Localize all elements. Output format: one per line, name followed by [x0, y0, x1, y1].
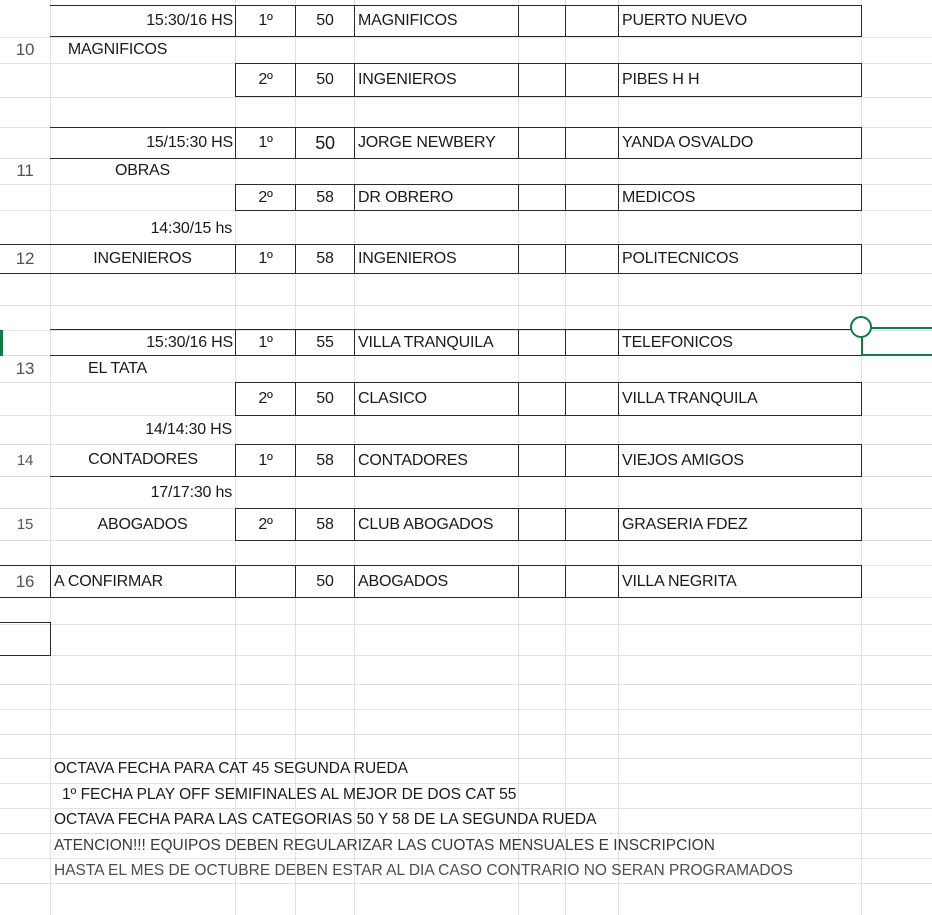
time-cell[interactable]: 15:30/16 HS	[50, 329, 236, 356]
empty-cell[interactable]	[518, 63, 566, 97]
match-row	[0, 444, 932, 477]
team2-cell[interactable]: VILLA NEGRITA	[618, 565, 862, 598]
row-number: 10	[15, 40, 35, 59]
empty-cell[interactable]	[565, 329, 619, 356]
category-cell[interactable]: 58	[295, 244, 355, 274]
note-text[interactable]: OCTAVA FECHA PARA LAS CATEGORIAS 50 Y 58 DE LA SEGUNDA RUEDA	[54, 811, 597, 828]
team2-cell[interactable]: YANDA OSVALDO	[618, 127, 862, 159]
empty-cell[interactable]	[565, 508, 619, 541]
gridline	[0, 833, 932, 834]
venue-cell[interactable]: A CONFIRMAR	[50, 565, 236, 598]
team1-cell[interactable]: CLASICO	[354, 382, 519, 416]
empty-cell[interactable]	[565, 127, 619, 159]
gridline	[0, 655, 932, 656]
gridline	[0, 808, 932, 809]
category-cell[interactable]: 55	[295, 329, 355, 356]
match-row	[0, 565, 932, 598]
gridline	[0, 709, 932, 710]
team2-cell[interactable]: GRASERIA FDEZ	[618, 508, 862, 541]
match-row	[0, 5, 932, 37]
empty-cell[interactable]	[518, 184, 566, 211]
time-cell[interactable]: 17/17:30 hs	[150, 484, 232, 501]
gridline	[0, 97, 932, 98]
round-cell[interactable]: 2º	[235, 382, 296, 416]
team1-cell[interactable]: CONTADORES	[354, 444, 519, 477]
empty-cell[interactable]	[0, 622, 51, 656]
empty-cell[interactable]	[518, 508, 566, 541]
match-row	[0, 508, 932, 541]
time-cell[interactable]: 14:30/15 hs	[150, 220, 232, 237]
empty-cell[interactable]	[565, 444, 619, 477]
gridline	[0, 883, 932, 884]
team2-cell[interactable]: VIEJOS AMIGOS	[618, 444, 862, 477]
row-number: 16	[0, 565, 51, 598]
gridline	[0, 684, 932, 685]
row-selection-marker	[0, 330, 3, 356]
row-number: 12	[0, 244, 50, 274]
venue-cell[interactable]: OBRAS	[114, 162, 171, 179]
empty-cell[interactable]	[565, 63, 619, 97]
gridline	[0, 758, 932, 759]
match-row	[0, 382, 932, 416]
row-number: 14	[16, 452, 34, 469]
note-text[interactable]: 1º FECHA PLAY OFF SEMIFINALES AL MEJOR DE DOS CAT 55	[62, 786, 517, 803]
venue-cell[interactable]: INGENIEROS	[50, 244, 236, 274]
team1-cell[interactable]: MAGNIFICOS	[354, 5, 519, 37]
note-text[interactable]: ATENCION!!! EQUIPOS DEBEN REGULARIZAR LAS CUOTAS MENSUALES E INSCRIPCION	[54, 837, 715, 854]
empty-cell[interactable]	[518, 5, 566, 37]
empty-cell[interactable]	[565, 244, 619, 274]
gridline	[0, 734, 932, 735]
team1-cell[interactable]: INGENIEROS	[354, 244, 519, 274]
match-row	[0, 63, 932, 97]
round-cell[interactable]: 1º	[235, 127, 296, 159]
empty-cell[interactable]	[518, 127, 566, 159]
time-cell[interactable]: 15:30/16 HS	[50, 5, 236, 37]
round-cell[interactable]: 1º	[235, 5, 296, 37]
venue-cell[interactable]: CONTADORES	[50, 444, 236, 477]
time-cell[interactable]: 15/15:30 HS	[50, 127, 236, 159]
team2-cell[interactable]: MEDICOS	[618, 184, 862, 211]
venue-cell[interactable]: ABOGADOS	[97, 515, 188, 533]
row-number: 13	[15, 358, 35, 378]
team2-cell[interactable]: PIBES H H	[618, 63, 862, 97]
match-row	[0, 244, 932, 274]
match-row	[0, 329, 932, 356]
round-cell[interactable]: 2º	[235, 508, 296, 541]
team2-cell[interactable]: PUERTO NUEVO	[618, 5, 862, 37]
empty-cell[interactable]	[518, 565, 566, 598]
round-cell[interactable]: 1º	[235, 244, 296, 274]
category-cell[interactable]: 58	[295, 508, 355, 541]
venue-row	[0, 37, 932, 63]
category-cell[interactable]: 58	[295, 444, 355, 477]
round-cell[interactable]: 2º	[235, 63, 296, 97]
team2-cell[interactable]: POLITECNICOS	[618, 244, 862, 274]
empty-cell[interactable]	[565, 565, 619, 598]
category-cell[interactable]: 58	[295, 184, 355, 211]
time-cell[interactable]: 14/14:30 HS	[145, 420, 232, 438]
gridline	[0, 783, 932, 784]
note-text[interactable]: OCTAVA FECHA PARA CAT 45 SEGUNDA RUEDA	[54, 760, 409, 777]
category-cell[interactable]: 50	[295, 565, 355, 598]
team2-cell[interactable]: VILLA TRANQUILA	[618, 382, 862, 416]
empty-cell[interactable]	[518, 444, 566, 477]
empty-cell[interactable]	[565, 5, 619, 37]
time-row	[0, 478, 932, 508]
category-cell[interactable]: 50	[295, 5, 355, 37]
match-row	[0, 127, 932, 159]
team1-cell[interactable]: JORGE NEWBERY	[354, 127, 519, 159]
team1-cell[interactable]: DR OBRERO	[354, 184, 519, 211]
empty-cell[interactable]	[565, 184, 619, 211]
round-cell[interactable]: 2º	[235, 184, 296, 211]
match-row	[0, 184, 932, 211]
venue-cell[interactable]: EL TATA	[87, 359, 148, 377]
fill-handle[interactable]	[850, 316, 872, 338]
team1-cell[interactable]: ABOGADOS	[354, 565, 519, 598]
team2-cell[interactable]: TELEFONICOS	[618, 329, 862, 356]
empty-cell[interactable]	[518, 244, 566, 274]
time-row	[0, 415, 932, 444]
note-text[interactable]: HASTA EL MES DE OCTUBRE DEBEN ESTAR AL DIA CASO CONTRARIO NO SERAN PROGRAMADOS	[54, 862, 793, 879]
venue-row	[0, 158, 932, 184]
row-number: 11	[16, 161, 34, 180]
cell-selection[interactable]	[861, 327, 932, 356]
team1-cell[interactable]: CLUB ABOGADOS	[354, 508, 519, 541]
gridline	[0, 858, 932, 859]
empty-cell[interactable]	[518, 329, 566, 356]
category-cell[interactable]: 50	[295, 382, 355, 416]
time-row	[0, 214, 932, 244]
category-cell[interactable]: 50	[295, 63, 355, 97]
gridline	[0, 624, 932, 625]
round-cell[interactable]: 1º	[235, 329, 296, 356]
venue-row	[0, 355, 932, 382]
empty-cell[interactable]	[518, 382, 566, 416]
gridline	[0, 305, 932, 306]
team1-cell[interactable]: INGENIEROS	[354, 63, 519, 97]
round-cell[interactable]: 1º	[235, 444, 296, 477]
category-cell[interactable]: 50	[295, 127, 355, 159]
empty-cell[interactable]	[565, 382, 619, 416]
venue-cell[interactable]: MAGNIFICOS	[67, 41, 168, 58]
round-cell[interactable]	[235, 565, 296, 598]
team1-cell[interactable]: VILLA TRANQUILA	[354, 329, 519, 356]
row-number: 15	[16, 516, 34, 533]
